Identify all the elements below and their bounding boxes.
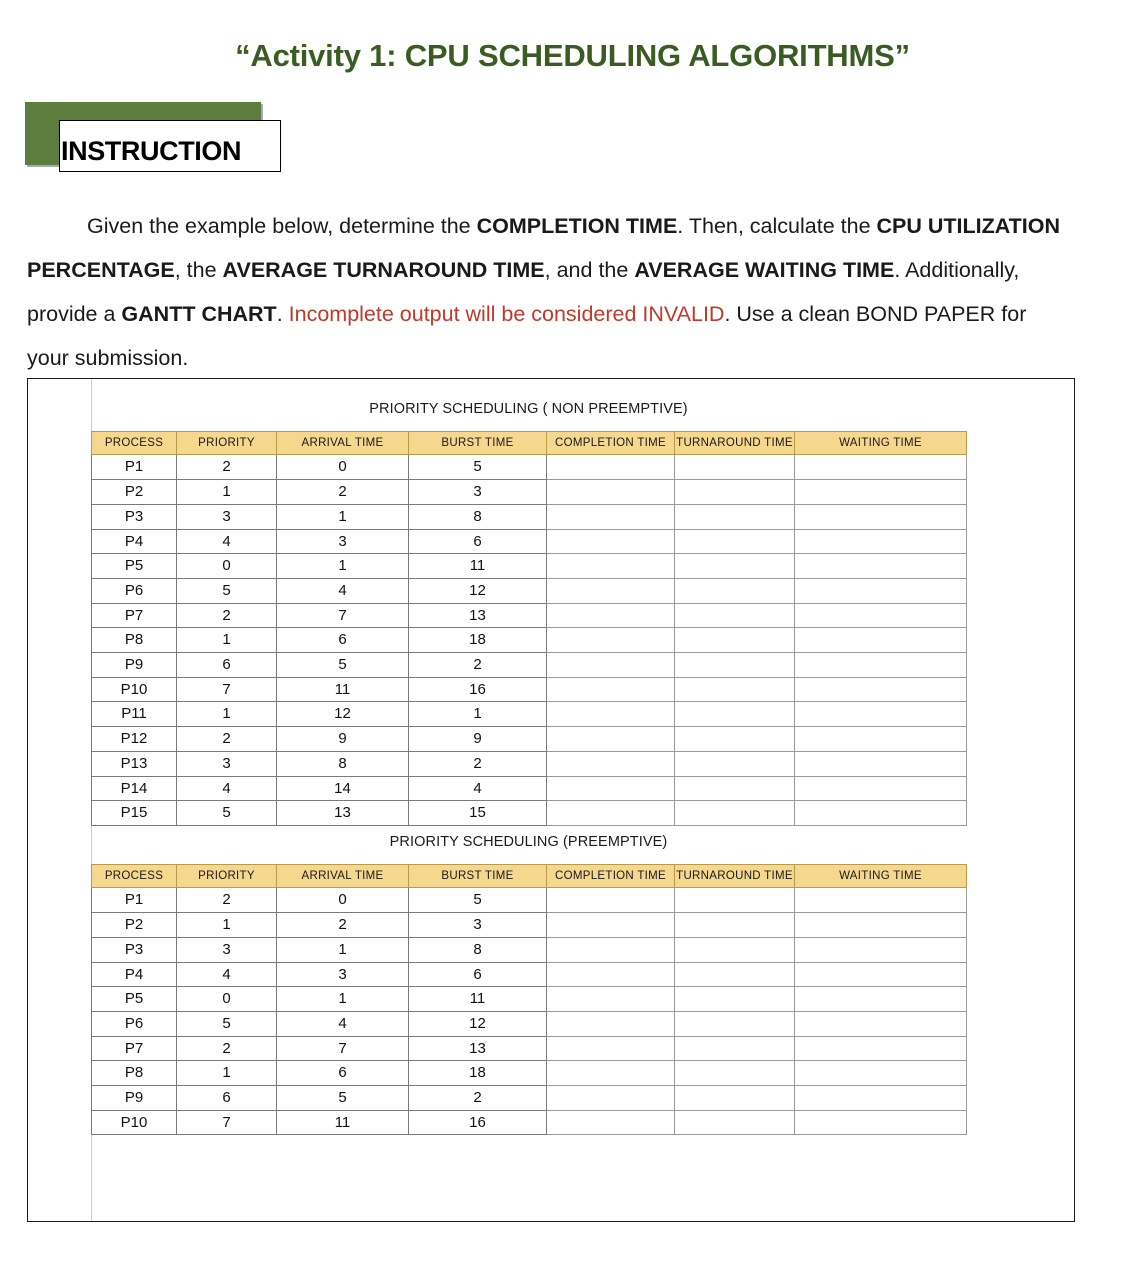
cell-turnaround[interactable]	[675, 801, 795, 826]
cell-turnaround[interactable]	[675, 529, 795, 554]
table-body-preemptive	[92, 888, 967, 1135]
cell-waiting[interactable]	[795, 603, 967, 628]
cell-completion[interactable]	[547, 653, 675, 678]
cell-arrival[interactable]: 7	[277, 603, 409, 628]
cell-burst[interactable]: 6	[409, 962, 547, 987]
cell-burst[interactable]: 18	[409, 628, 547, 653]
instruction-term-gantt-chart: GANTT CHART	[121, 302, 277, 326]
cell-arrival[interactable]: 14	[277, 776, 409, 801]
cell-arrival[interactable]: 5	[277, 1086, 409, 1111]
cell-burst[interactable]: 8	[409, 504, 547, 529]
priority-scheduling-preemptive-table	[91, 864, 967, 1135]
cell-arrival[interactable]: 11	[277, 677, 409, 702]
cell-process[interactable]: P9	[92, 1086, 177, 1111]
cell-process[interactable]: P4	[92, 529, 177, 554]
cell-process[interactable]: P7	[92, 1036, 177, 1061]
cell-turnaround[interactable]	[675, 1086, 795, 1111]
cell-priority[interactable]: 3	[177, 504, 277, 529]
cell-waiting[interactable]	[795, 937, 967, 962]
table-row	[92, 776, 967, 801]
cell-priority[interactable]: 1	[177, 913, 277, 938]
table-row	[92, 751, 967, 776]
instruction-text-seg7: . Use a clean BOND PAPER for your submission.	[27, 302, 1027, 370]
cell-burst[interactable]: 8	[409, 937, 547, 962]
cell-burst[interactable]: 3	[409, 480, 547, 505]
instruction-paragraph	[27, 204, 1067, 380]
cell-completion[interactable]	[547, 751, 675, 776]
cell-priority[interactable]: 4	[177, 776, 277, 801]
cell-arrival[interactable]: 0	[277, 888, 409, 913]
table-row	[92, 455, 967, 480]
cell-process[interactable]: P14	[92, 776, 177, 801]
cell-arrival[interactable]: 0	[277, 455, 409, 480]
table-row	[92, 913, 967, 938]
table-row	[92, 578, 967, 603]
cell-arrival[interactable]: 1	[277, 504, 409, 529]
cell-waiting[interactable]	[795, 1061, 967, 1086]
cell-process[interactable]: P1	[92, 888, 177, 913]
cell-process[interactable]: P1	[92, 455, 177, 480]
cell-burst[interactable]: 12	[409, 578, 547, 603]
cell-waiting[interactable]	[795, 751, 967, 776]
cell-turnaround[interactable]	[675, 727, 795, 752]
cell-priority[interactable]: 6	[177, 1086, 277, 1111]
cell-priority[interactable]: 7	[177, 1110, 277, 1135]
cell-arrival[interactable]: 4	[277, 1011, 409, 1036]
instruction-warning-text: Incomplete output will be considered INVALID	[288, 302, 725, 326]
cell-priority[interactable]: 6	[177, 653, 277, 678]
cell-priority[interactable]: 2	[177, 888, 277, 913]
cell-waiting[interactable]	[795, 987, 967, 1012]
table-body-non-preemptive	[92, 455, 967, 826]
cell-priority[interactable]: 5	[177, 801, 277, 826]
cell-burst[interactable]: 15	[409, 801, 547, 826]
table-row	[92, 529, 967, 554]
table-row	[92, 888, 967, 913]
cell-turnaround[interactable]	[675, 888, 795, 913]
cell-arrival[interactable]: 4	[277, 578, 409, 603]
cell-completion[interactable]	[547, 888, 675, 913]
cell-priority[interactable]: 1	[177, 702, 277, 727]
cell-completion[interactable]	[547, 776, 675, 801]
cell-turnaround[interactable]	[675, 628, 795, 653]
cell-waiting[interactable]	[795, 776, 967, 801]
cell-priority[interactable]: 3	[177, 751, 277, 776]
cell-completion[interactable]	[547, 554, 675, 579]
cell-waiting[interactable]	[795, 677, 967, 702]
cell-priority[interactable]: 0	[177, 987, 277, 1012]
embedded-spreadsheet-frame	[27, 378, 1075, 1222]
column-header-priority: PRIORITY	[177, 432, 277, 455]
instruction-term-avg-turnaround: AVERAGE TURNAROUND TIME	[222, 258, 545, 282]
cell-completion[interactable]	[547, 727, 675, 752]
table-row	[92, 1086, 967, 1111]
cell-completion[interactable]	[547, 913, 675, 938]
cell-burst[interactable]: 13	[409, 603, 547, 628]
cell-arrival[interactable]: 1	[277, 937, 409, 962]
cell-completion[interactable]	[547, 529, 675, 554]
cell-completion[interactable]	[547, 677, 675, 702]
cell-completion[interactable]	[547, 480, 675, 505]
cell-turnaround[interactable]	[675, 455, 795, 480]
cell-turnaround[interactable]	[675, 578, 795, 603]
cell-process[interactable]: P4	[92, 962, 177, 987]
table-caption-preemptive: PRIORITY SCHEDULING (PREEMPTIVE)	[389, 834, 668, 850]
cell-process[interactable]: P10	[92, 677, 177, 702]
cell-process[interactable]: P11	[92, 702, 177, 727]
cell-burst[interactable]: 3	[409, 913, 547, 938]
cell-burst[interactable]: 2	[409, 653, 547, 678]
table-block-preemptive	[91, 823, 966, 1135]
cell-completion[interactable]	[547, 1036, 675, 1061]
cell-priority[interactable]: 5	[177, 578, 277, 603]
cell-burst[interactable]: 1	[409, 702, 547, 727]
cell-process[interactable]: P8	[92, 628, 177, 653]
cell-process[interactable]: P8	[92, 1061, 177, 1086]
cell-priority[interactable]: 2	[177, 603, 277, 628]
column-header-turnaround: TURNAROUND TIME	[675, 865, 795, 888]
cell-waiting[interactable]	[795, 529, 967, 554]
table-row	[92, 677, 967, 702]
table-row	[92, 962, 967, 987]
cell-burst[interactable]: 18	[409, 1061, 547, 1086]
page-title: “Activity 1: CPU SCHEDULING ALGORITHMS”	[235, 38, 910, 73]
cell-waiting[interactable]	[795, 1086, 967, 1111]
cell-turnaround[interactable]	[675, 987, 795, 1012]
cell-priority[interactable]: 2	[177, 727, 277, 752]
cell-burst[interactable]: 5	[409, 888, 547, 913]
cell-burst[interactable]: 16	[409, 1110, 547, 1135]
cell-completion[interactable]	[547, 1011, 675, 1036]
cell-priority[interactable]: 1	[177, 480, 277, 505]
table-row	[92, 554, 967, 579]
cell-turnaround[interactable]	[675, 776, 795, 801]
table-row	[92, 603, 967, 628]
column-header-waiting: WAITING TIME	[795, 865, 967, 888]
cell-turnaround[interactable]	[675, 702, 795, 727]
instruction-banner	[25, 102, 261, 165]
table-row	[92, 727, 967, 752]
cell-arrival[interactable]: 7	[277, 1036, 409, 1061]
cell-priority[interactable]: 1	[177, 628, 277, 653]
cell-priority[interactable]: 1	[177, 1061, 277, 1086]
cell-waiting[interactable]	[795, 578, 967, 603]
cell-burst[interactable]: 6	[409, 529, 547, 554]
cell-priority[interactable]: 3	[177, 937, 277, 962]
cell-turnaround[interactable]	[675, 1011, 795, 1036]
cell-arrival[interactable]: 1	[277, 987, 409, 1012]
cell-burst[interactable]: 16	[409, 677, 547, 702]
cell-turnaround[interactable]	[675, 962, 795, 987]
cell-arrival[interactable]: 9	[277, 727, 409, 752]
table-row	[92, 801, 967, 826]
cell-arrival[interactable]: 3	[277, 529, 409, 554]
instruction-term-cpu-utilization: CPU UTILIZATION PERCENTAGE	[27, 214, 1061, 282]
column-header-arrival: ARRIVAL TIME	[277, 432, 409, 455]
cell-completion[interactable]	[547, 628, 675, 653]
cell-turnaround[interactable]	[675, 504, 795, 529]
cell-burst[interactable]: 2	[409, 1086, 547, 1111]
table-row	[92, 653, 967, 678]
instruction-term-completion-time: COMPLETION TIME	[476, 214, 678, 238]
cell-waiting[interactable]	[795, 962, 967, 987]
cell-waiting[interactable]	[795, 653, 967, 678]
cell-process[interactable]: P2	[92, 913, 177, 938]
table-header-row	[92, 432, 967, 455]
cell-turnaround[interactable]	[675, 603, 795, 628]
cell-burst[interactable]: 9	[409, 727, 547, 752]
cell-waiting[interactable]	[795, 504, 967, 529]
table-row	[92, 480, 967, 505]
cell-turnaround[interactable]	[675, 677, 795, 702]
cell-waiting[interactable]	[795, 480, 967, 505]
cell-priority[interactable]: 4	[177, 962, 277, 987]
instruction-text-seg3: , the	[174, 258, 223, 282]
table-header-row	[92, 865, 967, 888]
cell-priority[interactable]: 2	[177, 455, 277, 480]
table-row	[92, 702, 967, 727]
cell-process[interactable]: P15	[92, 801, 177, 826]
cell-completion[interactable]	[547, 987, 675, 1012]
cell-waiting[interactable]	[795, 1036, 967, 1061]
cell-waiting[interactable]	[795, 628, 967, 653]
cell-process[interactable]: P13	[92, 751, 177, 776]
table-row	[92, 1036, 967, 1061]
cell-process[interactable]: P12	[92, 727, 177, 752]
cell-completion[interactable]	[547, 578, 675, 603]
column-header-burst: BURST TIME	[409, 865, 547, 888]
cell-burst[interactable]: 5	[409, 455, 547, 480]
cell-completion[interactable]	[547, 1086, 675, 1111]
instruction-text-seg1: Given the example below, determine the	[87, 214, 477, 238]
cell-arrival[interactable]: 2	[277, 480, 409, 505]
cell-waiting[interactable]	[795, 1011, 967, 1036]
cell-arrival[interactable]: 2	[277, 913, 409, 938]
cell-turnaround[interactable]	[675, 653, 795, 678]
cell-priority[interactable]: 5	[177, 1011, 277, 1036]
table-row	[92, 504, 967, 529]
cell-process[interactable]: P9	[92, 653, 177, 678]
cell-burst[interactable]: 11	[409, 554, 547, 579]
table-row	[92, 1011, 967, 1036]
column-header-waiting: WAITING TIME	[795, 432, 967, 455]
cell-turnaround[interactable]	[675, 1036, 795, 1061]
cell-waiting[interactable]	[795, 913, 967, 938]
table-row	[92, 628, 967, 653]
cell-arrival[interactable]: 12	[277, 702, 409, 727]
cell-arrival[interactable]: 11	[277, 1110, 409, 1135]
cell-priority[interactable]: 4	[177, 529, 277, 554]
cell-arrival[interactable]: 6	[277, 628, 409, 653]
cell-arrival[interactable]: 1	[277, 554, 409, 579]
table-row	[92, 1061, 967, 1086]
cell-burst[interactable]: 13	[409, 1036, 547, 1061]
cell-waiting[interactable]	[795, 888, 967, 913]
cell-burst[interactable]: 4	[409, 776, 547, 801]
table-block-non-preemptive	[91, 390, 966, 826]
cell-arrival[interactable]: 5	[277, 653, 409, 678]
cell-turnaround[interactable]	[675, 1061, 795, 1086]
cell-completion[interactable]	[547, 702, 675, 727]
instruction-text-seg4: , and the	[544, 258, 635, 282]
cell-process[interactable]: P3	[92, 937, 177, 962]
column-header-turnaround: TURNAROUND TIME	[675, 432, 795, 455]
instruction-text-seg5: . Additionally, provide a	[27, 258, 1020, 326]
cell-arrival[interactable]: 3	[277, 962, 409, 987]
column-header-arrival: ARRIVAL TIME	[277, 865, 409, 888]
cell-process[interactable]: P7	[92, 603, 177, 628]
cell-burst[interactable]: 12	[409, 1011, 547, 1036]
cell-waiting[interactable]	[795, 455, 967, 480]
instruction-text-seg6: .	[276, 302, 289, 326]
cell-burst[interactable]: 2	[409, 751, 547, 776]
cell-completion[interactable]	[547, 801, 675, 826]
cell-completion[interactable]	[547, 937, 675, 962]
cell-process[interactable]: P6	[92, 1011, 177, 1036]
column-header-completion: COMPLETION TIME	[547, 432, 675, 455]
cell-turnaround[interactable]	[675, 554, 795, 579]
cell-process[interactable]: P10	[92, 1110, 177, 1135]
column-header-completion: COMPLETION TIME	[547, 865, 675, 888]
cell-priority[interactable]: 0	[177, 554, 277, 579]
cell-waiting[interactable]	[795, 727, 967, 752]
cell-completion[interactable]	[547, 603, 675, 628]
cell-completion[interactable]	[547, 1061, 675, 1086]
cell-arrival[interactable]: 13	[277, 801, 409, 826]
cell-turnaround[interactable]	[675, 751, 795, 776]
cell-burst[interactable]: 11	[409, 987, 547, 1012]
cell-arrival[interactable]: 6	[277, 1061, 409, 1086]
cell-completion[interactable]	[547, 1110, 675, 1135]
instruction-term-avg-waiting: AVERAGE WAITING TIME	[634, 258, 895, 282]
cell-process[interactable]: P2	[92, 480, 177, 505]
cell-process[interactable]: P6	[92, 578, 177, 603]
cell-waiting[interactable]	[795, 702, 967, 727]
cell-turnaround[interactable]	[675, 480, 795, 505]
cell-process[interactable]: P5	[92, 987, 177, 1012]
table-caption-non-preemptive: PRIORITY SCHEDULING ( NON PREEMPTIVE)	[369, 401, 688, 417]
cell-arrival[interactable]: 8	[277, 751, 409, 776]
column-header-process: PROCESS	[92, 432, 177, 455]
column-header-burst: BURST TIME	[409, 432, 547, 455]
cell-turnaround[interactable]	[675, 937, 795, 962]
instruction-banner-label: INSTRUCTION	[61, 136, 242, 166]
table-row	[92, 1110, 967, 1135]
cell-turnaround[interactable]	[675, 1110, 795, 1135]
cell-waiting[interactable]	[795, 801, 967, 826]
cell-waiting[interactable]	[795, 554, 967, 579]
table-row	[92, 937, 967, 962]
cell-priority[interactable]: 7	[177, 677, 277, 702]
cell-priority[interactable]: 2	[177, 1036, 277, 1061]
cell-waiting[interactable]	[795, 1110, 967, 1135]
table-row	[92, 987, 967, 1012]
cell-completion[interactable]	[547, 504, 675, 529]
instruction-text-seg2: . Then, calculate the	[677, 214, 877, 238]
cell-completion[interactable]	[547, 455, 675, 480]
column-header-priority: PRIORITY	[177, 865, 277, 888]
cell-process[interactable]: P5	[92, 554, 177, 579]
cell-completion[interactable]	[547, 962, 675, 987]
cell-turnaround[interactable]	[675, 913, 795, 938]
column-header-process: PROCESS	[92, 865, 177, 888]
cell-process[interactable]: P3	[92, 504, 177, 529]
priority-scheduling-non-preemptive-table	[91, 431, 967, 826]
